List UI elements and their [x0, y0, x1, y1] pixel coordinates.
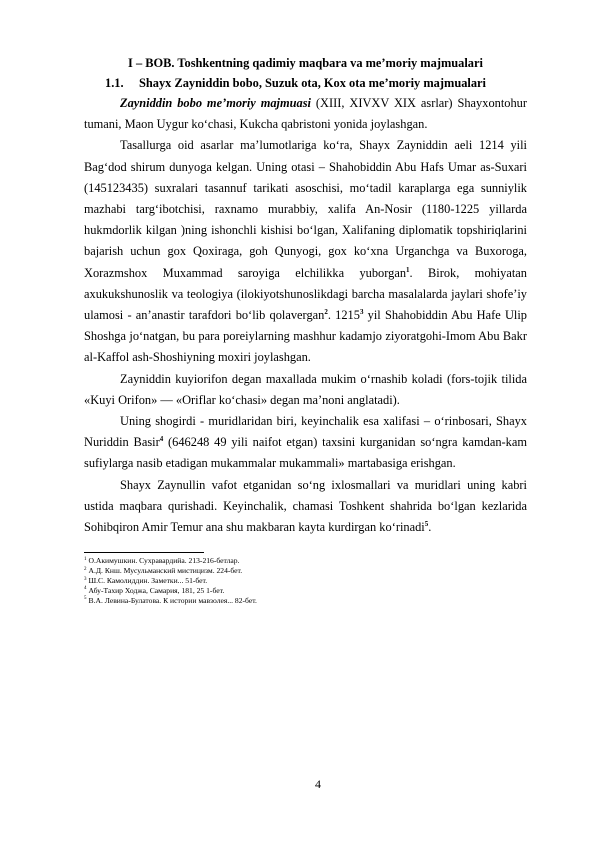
paragraph-text: Shayx Zaynullin vafot etganidan so‘ng ixlosmallari va muridlari uning kabri ustida maqbara qurishadi. Keyinchalik, chamasi Toshkent shahrida bo‘lgan kezlarida Sohibqiron Amir Temur ana shu makbaran kayta kurdirgan ko‘rinadi [84, 477, 527, 535]
footnote-number: 2 [84, 566, 87, 572]
footnote [84, 576, 527, 586]
footnote-divider [84, 552, 204, 553]
footnote [84, 586, 527, 596]
footnote-text: В.А. Левина-Булатова. К истории мавзолея... 82-бет. [88, 595, 257, 605]
section-heading [105, 73, 527, 93]
footnote-number: 4 [84, 586, 87, 592]
footnote-text: А.Д. Кнш. Мусульманский мистицизм. 224-бет. [88, 566, 243, 576]
footnote-ref[interactable]: 5 [424, 519, 429, 528]
footnote [84, 596, 527, 606]
footnote-ref[interactable]: 1 [406, 265, 410, 274]
footnote [84, 556, 527, 566]
footnote [84, 566, 527, 576]
paragraph-text: yil Shahobiddin Abu Hafe Ulip Shoshga jo‘natgan, bu para poreiylarning mashhur kadamjo ziyoratgohi-Imom Abu Bakr al-Kaffol ash-Shoshiyning moxiri joylashgan. [84, 308, 527, 365]
footnotes [84, 556, 527, 606]
footnote-number: 3 [84, 576, 87, 582]
paragraph-1 [84, 93, 527, 135]
footnote-text: О.Акимушкин. Сухравардийа. 213-216-бетлар. [88, 556, 240, 566]
section-title: Shayx Zayniddin bobo, Suzuk ota, Kox ota me’moriy majmualari [139, 76, 486, 90]
section-number: 1.1. [105, 76, 124, 90]
paragraph-text: . Birok, mohiyatan axukukshunoslik va teologiya (ilokiyotshunoslikdagi barcha masalalarda jaylari shofe’iy ulamosi - an’anastir tarafdori bo‘lib qolavergan [84, 265, 527, 323]
paragraph-5 [84, 475, 527, 539]
paragraph-text: . [428, 520, 432, 535]
footnote-ref[interactable]: 4 [159, 435, 164, 444]
paragraph-text: (XIII, XIVXV XIX asrlar) Shayxontohur tumani, Maon Uygur ko‘chasi, Kukcha qabristoni yonida joylashgan. [84, 96, 527, 132]
footnote-text: Ш.С. Камолиддин. Заметки... 51-бет. [88, 576, 208, 586]
paragraph-text: . 1215 [327, 308, 360, 323]
document-page [84, 53, 527, 606]
paragraph-text: (646248 49 yili naifot etgan) taxsini kurganidan so‘ngra kamdan-kam sufiylarga nasib etadigan mukammalar mukammali» martabasiga erishgan. [84, 435, 527, 471]
page-number: 4 [315, 777, 321, 791]
paragraph-3: Zayniddin kuyiorifon degan maxallada mukim o‘rnashib koladi (fors-tojik tilida «Kuyi Orifon» — «Oriflar ko‘chasi» degan ma’noni anglatadi). [84, 371, 527, 407]
chapter-title: I – BOB. Toshkentning qadimiy maqbara va me’moriy majmualari [128, 56, 483, 70]
footnote-number: 5 [84, 596, 87, 602]
paragraph-2 [84, 135, 527, 368]
paragraph-lead: Zayniddin bobo me’moriy majmuasi [120, 96, 311, 110]
paragraph-4 [84, 411, 527, 475]
footnote-ref[interactable]: 3 [359, 307, 364, 316]
paragraph-text: Uning shogirdi - muridlaridan biri, keyinchalik esa xalifasi – o‘rinbosari, Shayx Nuriddin Basir [84, 414, 527, 450]
footnote-number: 1 [84, 556, 87, 562]
footnote-text: Абу-Тахир Ходжа, Самария, 181, 25 1-бет. [88, 585, 225, 595]
paragraph-text: Tasallurga oid asarlar ma’lumotlariga ko‘ra, Shayx Zayniddin aeli 1214 yili Bag‘dod shirum dunyoga kelgan. Uning otasi – Shahobiddin Abu Hafs Umar as-Suxari (145123435) suxralari tasannuf tarikati asoschisi, mo‘tadil karaplarga ega sunniylik mazhabi targ‘ibotchisi, raxnamo murabbiy, xalifa An-Nosir (1180-1225 yillarda hukmdorlik kilgan )ning ishonchli kishisi bo‘lgan, Xalifaning diplomatik topshiriqlarini bajarish uchun gox Qoxiraga, goh Qunyogi, gox ko‘xna Urganchga va Buxoroga, Xorazmshox Muxammad saroyiga elchilikka yuborgan [84, 138, 527, 280]
footnote-ref[interactable]: 2 [324, 307, 328, 316]
